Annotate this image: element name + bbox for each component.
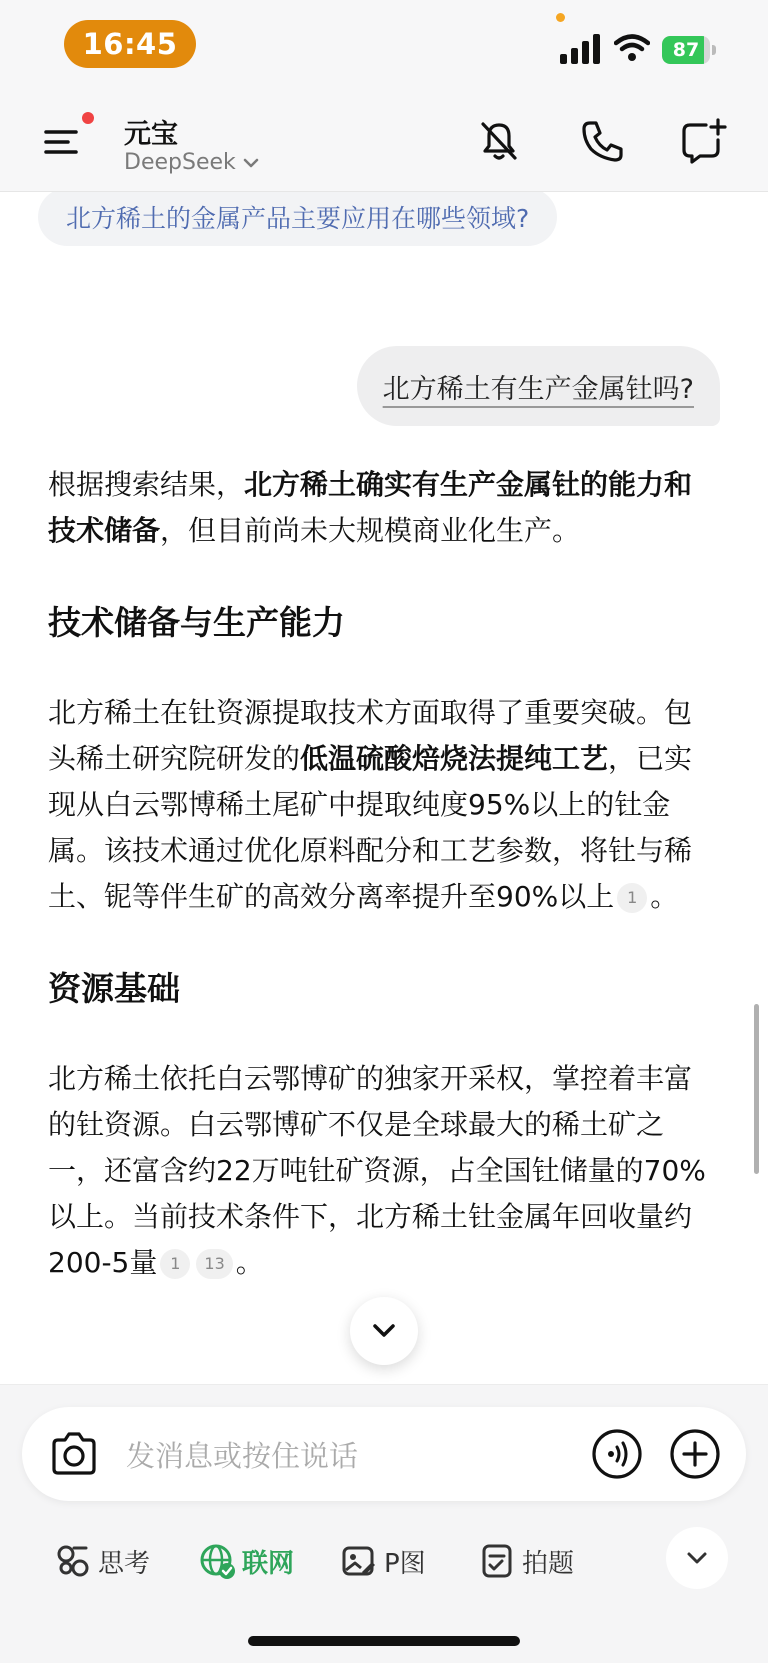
think-icon	[54, 1542, 92, 1580]
mute-speaker-icon[interactable]	[474, 116, 524, 166]
home-indicator[interactable]	[248, 1636, 520, 1646]
composer-area	[0, 1384, 768, 1663]
user-message-text: 北方稀土有生产金属钍吗?	[382, 373, 694, 405]
tool-think[interactable]	[54, 1537, 150, 1585]
chevron-down-icon	[242, 154, 260, 172]
new-chat-icon[interactable]	[678, 116, 728, 166]
battery-percent: 87	[672, 39, 700, 61]
tool-label: 思考	[98, 1548, 151, 1579]
tool-label: 拍题	[522, 1548, 575, 1579]
tool-image-edit[interactable]	[340, 1537, 426, 1585]
status-bar	[0, 0, 768, 90]
add-icon[interactable]	[668, 1427, 722, 1481]
chevron-down-icon	[684, 1545, 710, 1571]
scroll-to-bottom-button[interactable]	[350, 1297, 418, 1365]
intro-tail-text: ，但目前尚未大规模商业化生产。	[160, 514, 581, 547]
answer-intro	[48, 462, 716, 554]
section-paragraph-resource: 北方稀土依托白云鄂博矿的独家开采权，掌控着丰富的钍资源。白云鄂博矿不仅是全球最大的稀土矿之一，还富含约22万吨钍矿资源，占全国钍储量的70%以上。当前技术条件下，北方稀土钍金属年回收量约200-5量 1 13 。	[48, 1062, 706, 1279]
model-name: DeepSeek	[124, 150, 236, 175]
app-title: 元宝	[124, 119, 178, 150]
tool-label: P图	[384, 1548, 426, 1579]
assistant-answer	[48, 462, 716, 1332]
model-selector[interactable]	[124, 150, 260, 175]
tech-text: 北方稀土在钍资源提取技术方面取得了重要突破。包头稀土研究院研发的	[48, 696, 693, 775]
image-edit-icon	[340, 1542, 378, 1580]
message-input[interactable]: 发消息或按住说话	[126, 1438, 359, 1473]
section-paragraph-tech	[48, 690, 716, 920]
tool-web-search[interactable]	[198, 1537, 294, 1585]
resource-end-text: 。	[235, 1246, 264, 1279]
wifi-icon	[614, 34, 650, 62]
tool-photo-question[interactable]	[478, 1537, 574, 1585]
tool-label: 联网	[242, 1548, 295, 1579]
voice-input-icon[interactable]	[590, 1427, 644, 1481]
citation-badge[interactable]: 1	[160, 1249, 190, 1279]
tech-end-text: 。	[650, 880, 679, 913]
citation-badge[interactable]: 1	[617, 883, 647, 913]
privacy-indicator-dot	[556, 13, 565, 22]
citation-badge[interactable]: 13	[196, 1249, 232, 1279]
intro-text: 根据搜索结果，	[48, 468, 245, 501]
suggested-question[interactable]: 北方稀土的金属产品主要应用在哪些领域?	[38, 192, 557, 246]
resource-text: 北方稀土依托白云鄂博矿的独家开采权，掌控着丰富的钍资源。白云鄂博矿不仅是全球最大的稀土矿之一，还富含约22万吨钍矿资源，占全国钍储量的70%以上。当前技术条件下，北方稀土钍金属年回收量约200-5	[48, 1062, 706, 1279]
tech-tail-text: ，已实现从白云鄂博稀土尾矿中提取纯度95%以上的钍金属。该技术通过优化原料配分和工艺参数，将钍与稀土、铌等伴生矿的高效分离率提升至90%以上	[48, 742, 693, 913]
scrollbar[interactable]	[754, 1004, 759, 1174]
chevron-down-icon	[369, 1316, 399, 1346]
menu-icon	[42, 122, 86, 166]
user-message[interactable]	[357, 346, 720, 426]
cellular-signal-icon	[560, 34, 602, 64]
chat-area[interactable]	[0, 192, 768, 1384]
section-heading-resource: 资源基础	[48, 969, 180, 1008]
menu-button[interactable]	[42, 110, 102, 170]
tech-bold-text: 低温硫酸焙烧法提纯工艺	[300, 742, 609, 775]
web-search-icon	[198, 1542, 236, 1580]
photo-question-icon	[478, 1542, 516, 1580]
section-heading-tech: 技术储备与生产能力	[48, 603, 345, 642]
notification-dot	[82, 112, 94, 124]
app-header	[0, 90, 768, 192]
camera-icon[interactable]	[48, 1429, 100, 1479]
expand-tools-button[interactable]	[666, 1527, 728, 1589]
intro-bold-text: 北方稀土确实有生产金属钍的能力和技术储备	[48, 468, 693, 547]
phone-call-icon[interactable]	[578, 116, 628, 166]
status-time: 16:45	[64, 20, 196, 68]
message-composer[interactable]	[22, 1407, 746, 1501]
battery-indicator	[662, 36, 716, 64]
